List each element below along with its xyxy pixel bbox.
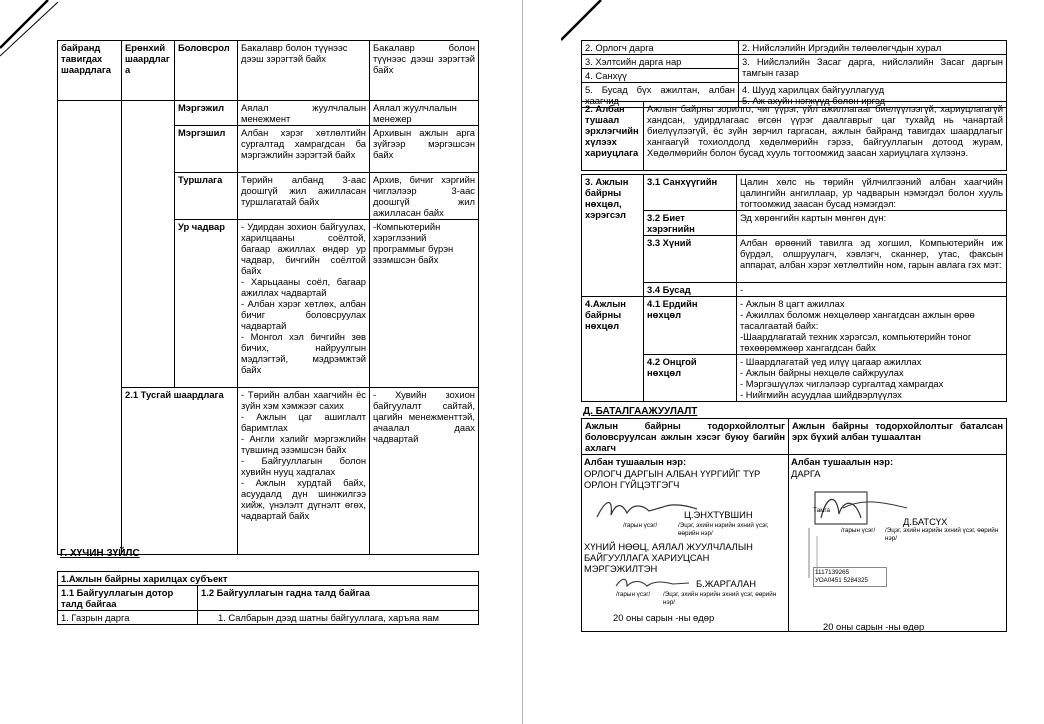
- requirement-category: байранд тавигдах шаардлага: [58, 41, 122, 101]
- responsibility-table: [581, 101, 1007, 171]
- table-row: [582, 419, 1007, 455]
- section-heading-factors: Г. ХҮЧИН ЗҮЙЛС: [60, 548, 140, 559]
- cell-value: - Төрийн албан хаагчийн ёс зүйн хэм хэмжээг сахих - Ажлын цаг ашиглалт баримтлах - Англи хэлийг мэргэжлийн түвшинд эзэмшсэн байх - Байгууллагын болон хувийн нууц хадгалах - Ажлын хурдтай байх, асуудалд дүн шинжилгээ хийж, үнэлэлт дүгнэлт өгөх, чадвартай байх: [238, 388, 370, 555]
- cell-value: 2. Орлогч дарга: [582, 41, 739, 55]
- table-row: [582, 102, 1007, 171]
- stamp-label: Тамга: [813, 507, 831, 514]
- table-row: [582, 175, 1007, 211]
- cell-value: Ажлын байрны зорилго, чиг үүрэг, үйл ажиллагааг биелүүлээгүй, хариуцлагагүй хандсан, удирдлагаас өгсөн үүрэг даалгаврыг цаг тухайд нь чанартай биелүүлээгүй, ёс зүйн зөрчил гаргасан, ажлын байранд тавигдах шаардлагыг хангаагүй тохиолдолд хөдөлмөрийн гэрээ, байгууллагын дотоод журам, Хөдөлмөрийн болон бусад хууль тогтоомжид заасан хариуцлага хүлээнэ.: [644, 102, 1007, 171]
- cell-value: - Удирдан зохион байгуулах, харилцааны соёлтой, багаар ажиллах өндөр ур чадвар, бичгийн соёлтой байх - Харьцааны соёл, багаар ажиллах чадвартай - Албан хэрэг хөтлөх, албан бичиг боловсруулах чадвартай - Монгол хэл бичгийн зөв бичих, найруулгын мэдлэгтэй, мэдрэмжтэй байх: [238, 220, 370, 388]
- row-label: Ур чадвар: [175, 220, 238, 388]
- factors-table: [57, 571, 479, 625]
- row-label: Мэргэшил: [175, 126, 238, 173]
- signer-name-2: Б.ЖАРГАЛАН: [696, 578, 757, 589]
- column-header: 1.2 Байгууллагын гадна талд байгаа: [198, 586, 479, 611]
- cell-value: -: [737, 283, 1007, 297]
- date-line-right: 20 оны сарын -ны өдөр: [823, 621, 925, 632]
- table-row: [58, 586, 479, 611]
- position-title-label: Албан тушаалын нэр:: [584, 456, 687, 467]
- row-label: 2. Албан тушаал эрхлэгчийн хүлээх хариуцлага: [582, 102, 644, 171]
- position-name: ДАРГА: [791, 468, 821, 479]
- position-title-label: Албан тушаалын нэр:: [791, 456, 894, 467]
- sub-label: 3.4 Бусад: [644, 283, 737, 297]
- cell-value: 2. Нийслэлийн Иргэдийн төлөөлөгчдын хурал: [739, 41, 1007, 55]
- cell-value: 1. Газрын дарга: [58, 611, 198, 625]
- column-header: Ажлын байрны тодорхойлолтыг баталсан эрх бүхий албан тушаалтан: [789, 419, 1007, 455]
- position-name-2: ХҮНИЙ НӨӨЦ, АЯЛАЛ ЖУУЛЧЛАЛЫН БАЙГУУЛЛАГА ХАРИУЦСАН МЭРГЭЖИЛТЭН: [584, 541, 753, 574]
- signature-jargalan: [613, 574, 693, 592]
- table-row: [58, 572, 479, 586]
- table-row: [582, 297, 1007, 355]
- sub-label: 3.3 Хүний: [644, 236, 737, 283]
- table-row: [582, 236, 1007, 283]
- approver-name: Д.БАТСҮХ: [903, 516, 948, 527]
- table-row: [582, 55, 1007, 69]
- cell-value: Бакалавр болон түүнээс дээш зэрэгтэй байх: [238, 41, 370, 101]
- cell-value: -Компьютерийн хэрэглээний программыг бүрэн эзэмшсэн байх: [370, 220, 479, 388]
- signer-name: Ц.ЭНХТҮВШИН: [684, 509, 753, 520]
- table-row: [58, 101, 479, 126]
- table-row: [582, 355, 1007, 402]
- caption-name: /Эцэг, эхийн нэрийн эхний үсэг, өөрийн нэр/: [885, 527, 999, 542]
- general-requirement-label: Ерөнхий шаардлага: [122, 41, 175, 101]
- cell-value: Архивын ажлын арга зүйгээр мэргэшсэн байх: [370, 126, 479, 173]
- factor-title: 1.Ажлын байрны харилцах субъект: [58, 572, 479, 586]
- row-label: 4.Ажлын байрны нөхцөл: [582, 297, 644, 402]
- table-row: [582, 41, 1007, 55]
- sub-label: 4.2 Онцгой нөхцөл: [644, 355, 737, 402]
- row-label: 3. Ажлын байрны нөхцөл, хэрэгсэл: [582, 175, 644, 297]
- cell-value: 1. Салбарын дээд шатны байгууллага, харъяа яам: [198, 611, 479, 625]
- requirements-table: [57, 40, 479, 555]
- caption-signature: /гарын үсэг/: [616, 591, 651, 598]
- cell-value: Албан хэрэг хөтлөлтийн сургалтад хамрагдсан ба мэргэжлийн зэрэгтэй байх: [238, 126, 370, 173]
- cell-value: Цалин хөлс нь төрийн үйлчилгээний албан хаагчийн цалингийн ангиллаар, ур чадварын нэмэгдэл болон хууль тогтоомжид заасан бусад нэмэгдэл:: [737, 175, 1007, 211]
- caption-signature: /гарын үсэг/: [841, 527, 876, 534]
- stamp-registration-numbers: 1117139265 УОА0451 5284325: [813, 567, 887, 587]
- conditions-table: [581, 174, 1007, 297]
- cell-value: 4. Санхүү: [582, 69, 739, 83]
- sub-label: 4.1 Ердийн нөхцөл: [644, 297, 737, 355]
- work-environment-table: [581, 296, 1007, 402]
- table-row: [58, 41, 479, 101]
- cell-value: Бакалавр болон түүнээс дээш зэрэгтэй байх: [370, 41, 479, 101]
- caption-name: /Эцэг, эхийн нэрийн эхний үсэг, өөрийн нэр/: [678, 522, 769, 537]
- cell-value: Аялал жуулчлалын менежмент: [238, 101, 370, 126]
- table-row: [58, 388, 479, 555]
- row-label: Боловсрол: [175, 41, 238, 101]
- column-header: Ажлын байрны тодорхойлолтыг боловсруулсан ажлын хэсэг буюу багийн ахлагч: [582, 419, 789, 455]
- caption-name: /Эцэг, эхийн нэрийн эхний үсэг, өөрийн нэр/: [663, 591, 777, 606]
- cell-value: Албан өрөөний тавилга эд хогшил, Компьютерийн иж бүрдэл, олшруулагч, хэвлэгч, сканнер, утас, факсын аппарат, албан хэрэг хөтлөлтийн ном, гарын авлага гэх мэт:: [737, 236, 1007, 283]
- date-line-left: 20 оны сарын -ны өдөр: [613, 612, 715, 623]
- sub-label: 3.1 Санхүүгийн: [644, 175, 737, 211]
- column-header: 1.1 Байгууллагын дотор талд байгаа: [58, 586, 198, 611]
- sub-label: 3.2 Биет хэрэгнийн: [644, 211, 737, 236]
- position-name: ОРЛОГЧ ДАРГЫН АЛБАН ҮҮРГИЙГ ТҮР ОРЛОН ГҮЙЦЭТГЭГЧ: [584, 468, 761, 490]
- table-row: [582, 283, 1007, 297]
- cell-value: - Ажлын 8 цагт ажиллах - Ажиллах боломж нөхцөлөөр хангагдсан ажлын өрөө тасалгаатай байх: -Шаардлагатай техник хэрэгсэл, компьютерийн тоног төхөөрөмжөөр хангагдсан байх: [737, 297, 1007, 355]
- special-requirement-label: 2.1 Тусгай шаардлага: [122, 388, 238, 555]
- caption-signature: /гарын үсэг/: [623, 522, 658, 529]
- table-row: [58, 611, 479, 625]
- contacts-table: [581, 40, 1007, 108]
- cell-value: 3. Нийслэлийн Засаг дарга, нийслэлийн Засаг даргын тамгын газар: [739, 55, 1007, 83]
- cell-value: Архив, бичиг хэргийн чиглэлээр 3-аас доошгүй жил ажилласан байх: [370, 173, 479, 220]
- cell-value: 4. Шууд харилцах байгууллагууд 5. Аж ахуйн нэгжүүд болон иргэд: [739, 83, 1007, 108]
- row-label: Туршлага: [175, 173, 238, 220]
- right-page: [522, 0, 1044, 724]
- section-heading-approval: Д. БАТАЛГААЖУУЛАЛТ: [583, 406, 698, 417]
- cell-value: - Хувийн зохион байгуулалт сайтай, цагийн менежменттэй, ачаалал даах чадвартай: [370, 388, 479, 555]
- table-row: [582, 211, 1007, 236]
- cell-value: Эд хөрөнгийн картын мөнгөн дүн:: [737, 211, 1007, 236]
- cell-value: Төрийн албанд 3-аас доошгүй жил ажилласан туршлагатай байх: [238, 173, 370, 220]
- cell-value: 3. Хэлтсийн дарга нар: [582, 55, 739, 69]
- cell-value: Аялал жуулчлалын менежер: [370, 101, 479, 126]
- cell-value: - Шаардлагатай үед илүү цагаар ажиллах - Ажлын байрны нөхцөлө сайжруулах - Мэргэшүүлэх чиглэлээр сургалтад хамрагдах - Нийгмийн асуудлаа шийдвэрлүүлэх: [737, 355, 1007, 402]
- row-label: Мэргэжил: [175, 101, 238, 126]
- cell-value: 5. Бусад бүх ажилтан, албан хаагчид: [582, 83, 739, 108]
